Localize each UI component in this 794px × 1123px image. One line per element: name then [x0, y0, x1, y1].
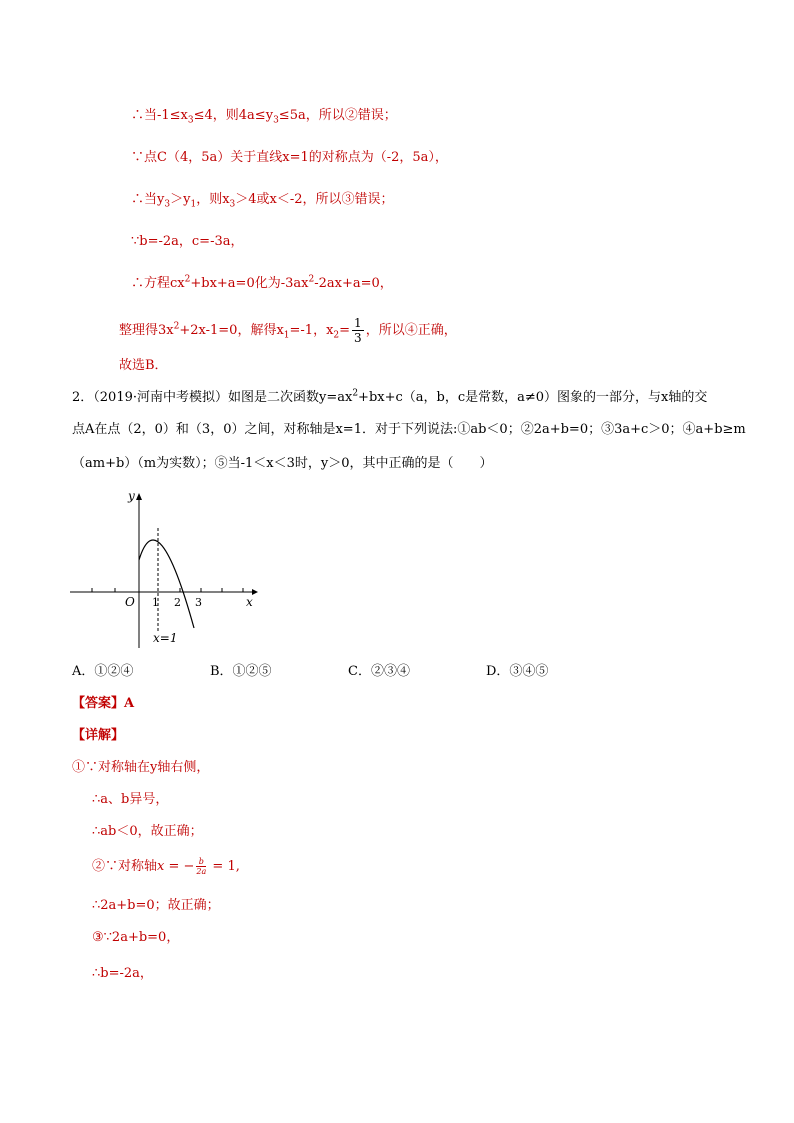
text: -2ax+a=0， — [314, 276, 393, 291]
detail-line-6: ③∵2a+b=0， — [92, 930, 180, 945]
solution-line-4: ∵b=-2a，c=-3a， — [131, 234, 244, 249]
text: ，则x — [196, 192, 230, 207]
x-axis-arrow — [252, 589, 258, 595]
parabola-graph — [70, 488, 260, 653]
choice-b: B．①②⑤ — [210, 664, 272, 679]
subscript: 1 — [190, 199, 197, 210]
text: ，所以④正确， — [365, 323, 457, 338]
fraction — [196, 857, 206, 876]
text: ＞4或x＜-2，所以③错误； — [235, 192, 394, 207]
choice-d: D．③④⑤ — [486, 664, 549, 679]
solution-line-6 — [119, 316, 457, 345]
text: 整理得3x — [119, 323, 174, 338]
tick-label-1: 1 — [152, 596, 159, 609]
text: ②∵对称轴 — [92, 859, 158, 874]
detail-line-1: ①∵对称轴在y轴右侧， — [72, 760, 210, 775]
numerator: 1 — [354, 316, 362, 330]
detail-line-7: ∴b=-2a， — [92, 966, 153, 981]
numerator: b — [196, 857, 206, 867]
detail-heading: 【详解】 — [72, 728, 125, 743]
detail-line-3: ∴ab＜0，故正确； — [92, 824, 203, 839]
subscript: 2 — [333, 330, 340, 341]
tick-label-2: 2 — [174, 596, 181, 609]
fraction — [352, 316, 364, 345]
text: ＞y — [170, 192, 191, 207]
solution-line-5 — [131, 274, 393, 294]
subscript: 3 — [187, 115, 194, 126]
text: +bx+a=0化为-3ax — [190, 276, 309, 291]
choice-c: C．②③④ — [348, 664, 410, 679]
superscript: 2 — [308, 274, 315, 285]
y-axis-arrow — [136, 493, 142, 500]
text: +2x-1=0，解得x — [179, 323, 284, 338]
solution-line-7: 故选B． — [119, 358, 168, 373]
text: ≤4，则4a≤y — [193, 108, 274, 123]
parabola-curve — [139, 540, 194, 628]
text: ∴方程cx — [131, 276, 185, 291]
subscript: 3 — [273, 115, 279, 126]
superscript: 2 — [173, 321, 180, 332]
detail-line-5: ∴2a+b=0；故正确； — [92, 898, 220, 913]
superscript: 2 — [352, 388, 359, 399]
solution-line-2: ∵点C（4，5a）关于直线x=1的对称点为（-2，5a）， — [131, 150, 448, 165]
detail-line-4 — [92, 857, 240, 877]
question-line-3: （am+b）（m为实数）；⑤当-1＜x＜3时，y＞0，其中正确的是（ ） — [72, 456, 493, 471]
question-line-2: 点A在点（2，0）和（3，0）之间，对称轴是x=1．对于下列说法:①ab＜0；②2a+b=0；③3a+c＞0；④a+b≥m — [72, 422, 746, 437]
origin-label: O — [125, 595, 135, 609]
question-line-1 — [72, 388, 707, 408]
text: = — [339, 323, 351, 338]
denominator: 3 — [354, 331, 362, 345]
denominator: 2a — [196, 867, 207, 876]
superscript: 2 — [184, 274, 191, 285]
math-var: x — [157, 859, 165, 874]
subscript: 1 — [283, 330, 290, 341]
tick-label-3: 3 — [195, 596, 202, 609]
text: =-1，x — [289, 323, 334, 338]
text: +bx+c（a，b，c是常数，a≠0）图象的一部分，与x轴的交 — [358, 390, 708, 405]
text: 2．（2019·河南中考模拟）如图是二次函数y=ax — [72, 390, 353, 405]
text: = − — [164, 859, 195, 874]
choice-a: A．①②④ — [72, 664, 134, 679]
detail-line-2: ∴a、b异号， — [92, 792, 169, 807]
symmetry-axis-label: x=1 — [153, 631, 178, 645]
subscript: 3 — [229, 199, 236, 210]
text: ∴当-1≤x — [131, 108, 188, 123]
subscript: 3 — [164, 199, 171, 210]
y-axis-label: y — [128, 489, 135, 503]
text: ∴当y — [131, 192, 165, 207]
text: ≤5a，所以②错误； — [278, 108, 397, 123]
solution-line-1 — [131, 106, 397, 126]
answer-label: 【答案】A — [72, 696, 135, 711]
solution-line-3 — [131, 190, 394, 210]
x-axis-label: x — [246, 595, 253, 609]
text: = 1, — [208, 859, 240, 874]
